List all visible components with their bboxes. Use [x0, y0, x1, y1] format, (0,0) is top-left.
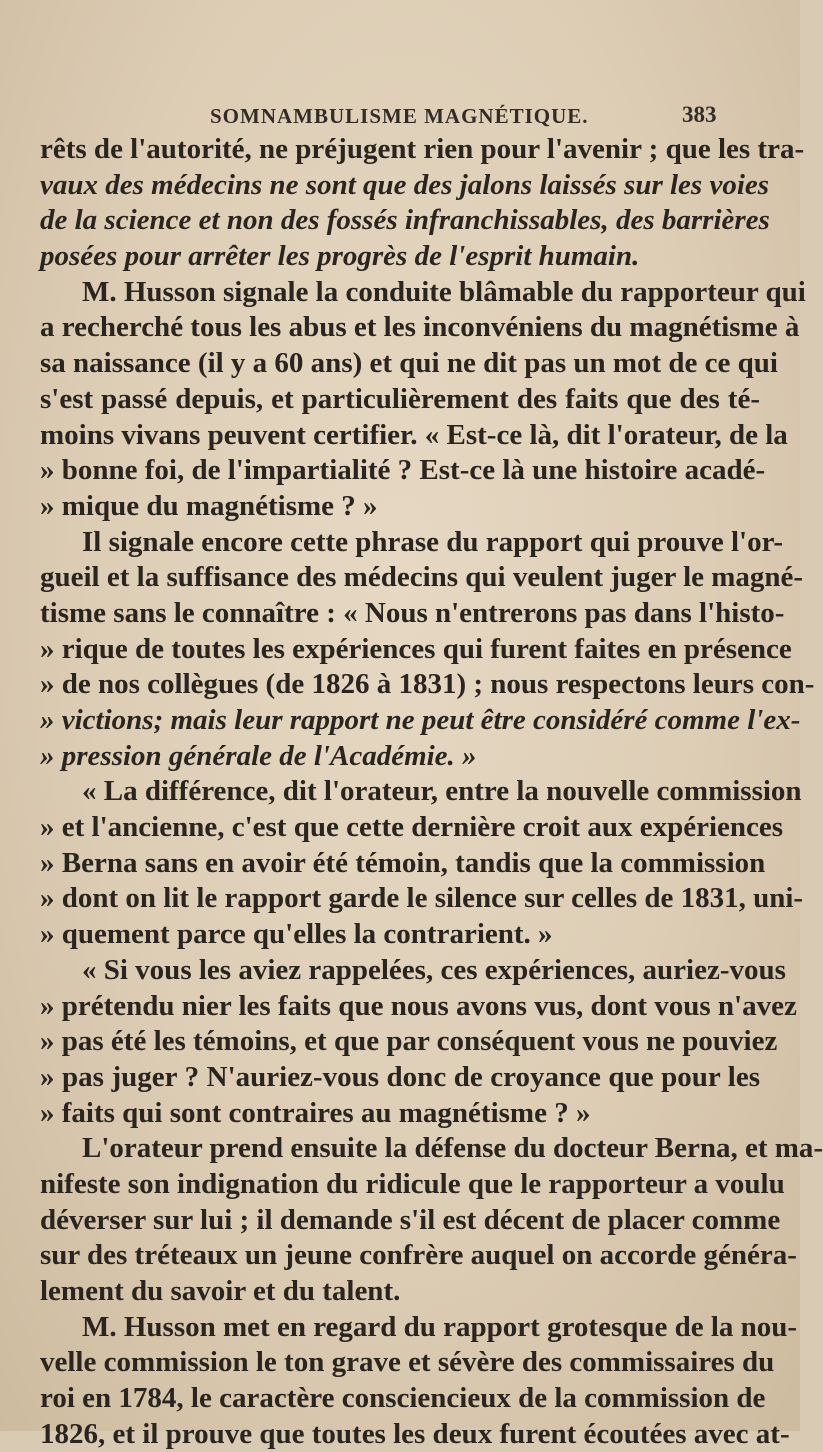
text-line: » bonne foi, de l'impartialité ? Est-ce là une histoire acadé- — [40, 454, 766, 487]
text-line: » prétendu nier les faits que nous avons vus, dont vous n'avez — [40, 989, 797, 1022]
text-line: gueil et la suffisance des médecins qui veulent juger le magné- — [40, 561, 804, 594]
text-line: » pas juger ? N'auriez-vous donc de croyance que pour les — [40, 1060, 760, 1093]
text-line: sa naissance (il y a 60 ans) et qui ne dit pas un mot de ce qui — [40, 347, 778, 380]
running-title: SOMNAMBULISME MAGNÉTIQUE. — [210, 104, 589, 128]
text-line: vaux des médecins ne sont que des jalons laissés sur les voies — [40, 168, 770, 201]
text-line: » quement parce qu'elles la contrarient. » — [40, 918, 553, 951]
text-line: » faits qui sont contraires au magnétisme ? » — [40, 1096, 591, 1129]
text-line: « La différence, dit l'orateur, entre la nouvelle commission — [82, 775, 802, 808]
text-line: » de nos collègues (de 1826 à 1831) ; nous respectons leurs con- — [40, 668, 815, 701]
text-line: velle commission le ton grave et sévère des commissaires du — [40, 1346, 775, 1379]
text-line: » pas été les témoins, et que par conséquent vous ne pouviez — [40, 1025, 778, 1058]
text-line: » et l'ancienne, c'est que cette dernière croit aux expériences — [40, 811, 784, 844]
text-line: M. Husson met en regard du rapport grotesque de la nou- — [82, 1310, 798, 1343]
text-line: moins vivans peuvent certifier. « Est-ce là, dit l'orateur, de la — [40, 418, 788, 451]
text-line: déverser sur lui ; il demande s'il est décent de placer comme — [40, 1203, 781, 1236]
text-line: M. Husson signale la conduite blâmable du rapporteur qui — [82, 275, 806, 308]
text-line: roi en 1784, le caractère consciencieux de la commission de — [40, 1382, 766, 1415]
text-line: » dont on lit le rapport garde le silence sur celles de 1831, uni- — [40, 882, 804, 915]
body-text — [40, 132, 823, 1452]
text-line: rêts de l'autorité, ne préjugent rien pour l'avenir ; que les tra- — [40, 133, 805, 165]
text-line: » pression générale de l'Académie. » — [40, 739, 477, 772]
text-line: » victions; mais leur rapport ne peut être considéré comme l'ex- — [40, 704, 801, 736]
page-header — [0, 98, 800, 132]
text-line: de la science et non des fossés infranchissables, des barrières — [40, 204, 770, 237]
text-line: « Si vous les aviez rappelées, ces expériences, auriez-vous — [82, 953, 786, 986]
text-line: nifeste son indignation du ridicule que le rapporteur a voulu — [40, 1167, 785, 1200]
text-line: posées pour arrêter les progrès de l'esprit humain. — [40, 240, 640, 273]
text-line: a recherché tous les abus et les inconvéniens du magnétisme à — [40, 311, 800, 344]
text-line: » rique de toutes les expériences qui furent faites en présence — [40, 632, 792, 665]
text-line: » Berna sans en avoir été témoin, tandis que la commission — [40, 846, 766, 879]
page-number: 383 — [682, 102, 717, 127]
text-line: s'est passé depuis, et particulièrement des faits que des té- — [40, 382, 760, 415]
text-line: » mique du magnétisme ? » — [40, 489, 378, 522]
text-line: 1826, et il prouve que toutes les deux furent écoutées avec at- — [40, 1417, 790, 1450]
text-line: Il signale encore cette phrase du rapport qui prouve l'or- — [82, 525, 784, 558]
text-line: sur des tréteaux un jeune confrère auquel on accorde généra- — [40, 1239, 797, 1272]
text-line: lement du savoir et du talent. — [40, 1275, 401, 1307]
text-line: tisme sans le connaître : « Nous n'entrerons pas dans l'histo- — [40, 596, 785, 629]
text-line: L'orateur prend ensuite la défense du docteur Berna, et ma- — [82, 1132, 823, 1165]
